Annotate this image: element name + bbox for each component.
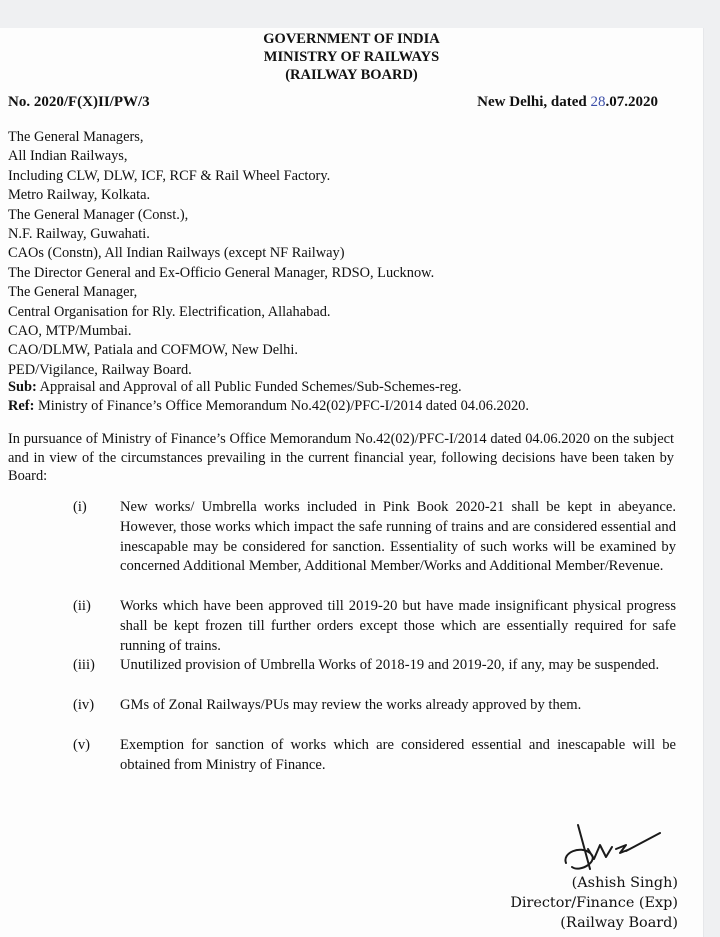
letter-number: No. 2020/F(X)II/PW/3 xyxy=(8,94,150,110)
intro-paragraph: In pursuance of Ministry of Finance’s Office Memorandum No.42(02)/PFC-I/2014 dated 04.06.2020 on the subject and in view of the circumstances prevailing in the current financial year, following decisions have been taken by Board: xyxy=(8,431,674,484)
ref-text: Ministry of Finance’s Office Memorandum No.42(02)/PFC-I/2014 dated 04.06.2020. xyxy=(34,397,529,414)
addressee-line: CAO, MTP/Mumbai. xyxy=(8,323,132,340)
signatory-office: (Railway Board) xyxy=(560,915,678,931)
subject-reference-block xyxy=(8,378,678,415)
signatory-name: (Ashish Singh) xyxy=(571,875,678,891)
signatory-designation: Director/Finance (Exp) xyxy=(510,895,678,911)
ref-line xyxy=(8,397,678,416)
decision-text: Works which have been approved till 2019-20 but have made insignificant physical progress shall be kept frozen till further orders except those which are essentially required for safe running of trains. xyxy=(120,598,676,654)
decision-number: (ii) xyxy=(73,598,91,614)
addressee-line: Central Organisation for Rly. Electrification, Allahabad. xyxy=(8,303,331,320)
addressee-line: CAO/DLMW, Patiala and COFMOW, New Delhi. xyxy=(8,342,298,359)
addressee-list xyxy=(8,128,434,380)
decision-number: (iv) xyxy=(73,697,95,713)
subject-text: Appraisal and Approval of all Public Funded Schemes/Sub-Schemes-reg. xyxy=(36,379,462,395)
addressee-line: The Director General and Ex-Officio General Manager, RDSO, Lucknow. xyxy=(8,264,435,281)
addressee-line: All Indian Railways, xyxy=(8,148,128,165)
letterhead-board: (RAILWAY BOARD) xyxy=(285,67,418,83)
signature-block xyxy=(510,873,678,933)
letterhead xyxy=(0,28,703,84)
decision-number: (iii) xyxy=(73,657,95,673)
date-rest: .07.2020 xyxy=(605,94,658,110)
document-page xyxy=(0,28,703,937)
addressee-line: N.F. Railway, Guwahati. xyxy=(8,226,150,243)
letter-date xyxy=(477,94,658,111)
addressee-line: The General Managers, xyxy=(8,129,144,145)
addressee-line: The General Manager (Const.), xyxy=(8,206,189,223)
addressee-line: PED/Vigilance, Railway Board. xyxy=(8,361,192,378)
letterhead-ministry: MINISTRY OF RAILWAYS xyxy=(263,49,440,65)
place-prefix: New Delhi, dated xyxy=(477,94,591,110)
addressee-line: Metro Railway, Kolkata. xyxy=(8,187,151,204)
subject-line xyxy=(8,378,678,397)
addressee-line: The General Manager, xyxy=(8,284,138,301)
decision-text: Unutilized provision of Umbrella Works of 2018-19 and 2019-20, if any, may be suspended. xyxy=(120,657,660,673)
decision-number: (v) xyxy=(73,737,91,753)
ref-label: Ref: xyxy=(8,397,35,414)
addressee-line: Including CLW, DLW, ICF, RCF & Rail Wheel Factory. xyxy=(8,167,331,184)
subject-label: Sub: xyxy=(8,379,37,395)
decision-number: (i) xyxy=(73,499,87,515)
handwritten-day: 28 xyxy=(590,94,606,110)
addressee-line: CAOs (Constn), All Indian Railways (except NF Railway) xyxy=(8,245,345,262)
decision-text: GMs of Zonal Railways/PUs may review the works already approved by them. xyxy=(120,697,582,713)
decision-text: New works/ Umbrella works included in Pink Book 2020-21 shall be kept in abeyance. However, those works which impact the safe running of trains and are considered essential and inescapable may be considered for sanction. Essentiality of such works will be examined by concerned Additional Member, Additional Member/Works and Additional Member/Revenue. xyxy=(120,499,676,575)
decision-text: Exemption for sanction of works which are considered essential and inescapable will be obtained from Ministry of Finance. xyxy=(120,737,676,773)
letterhead-government: GOVERNMENT OF INDIA xyxy=(263,31,440,47)
